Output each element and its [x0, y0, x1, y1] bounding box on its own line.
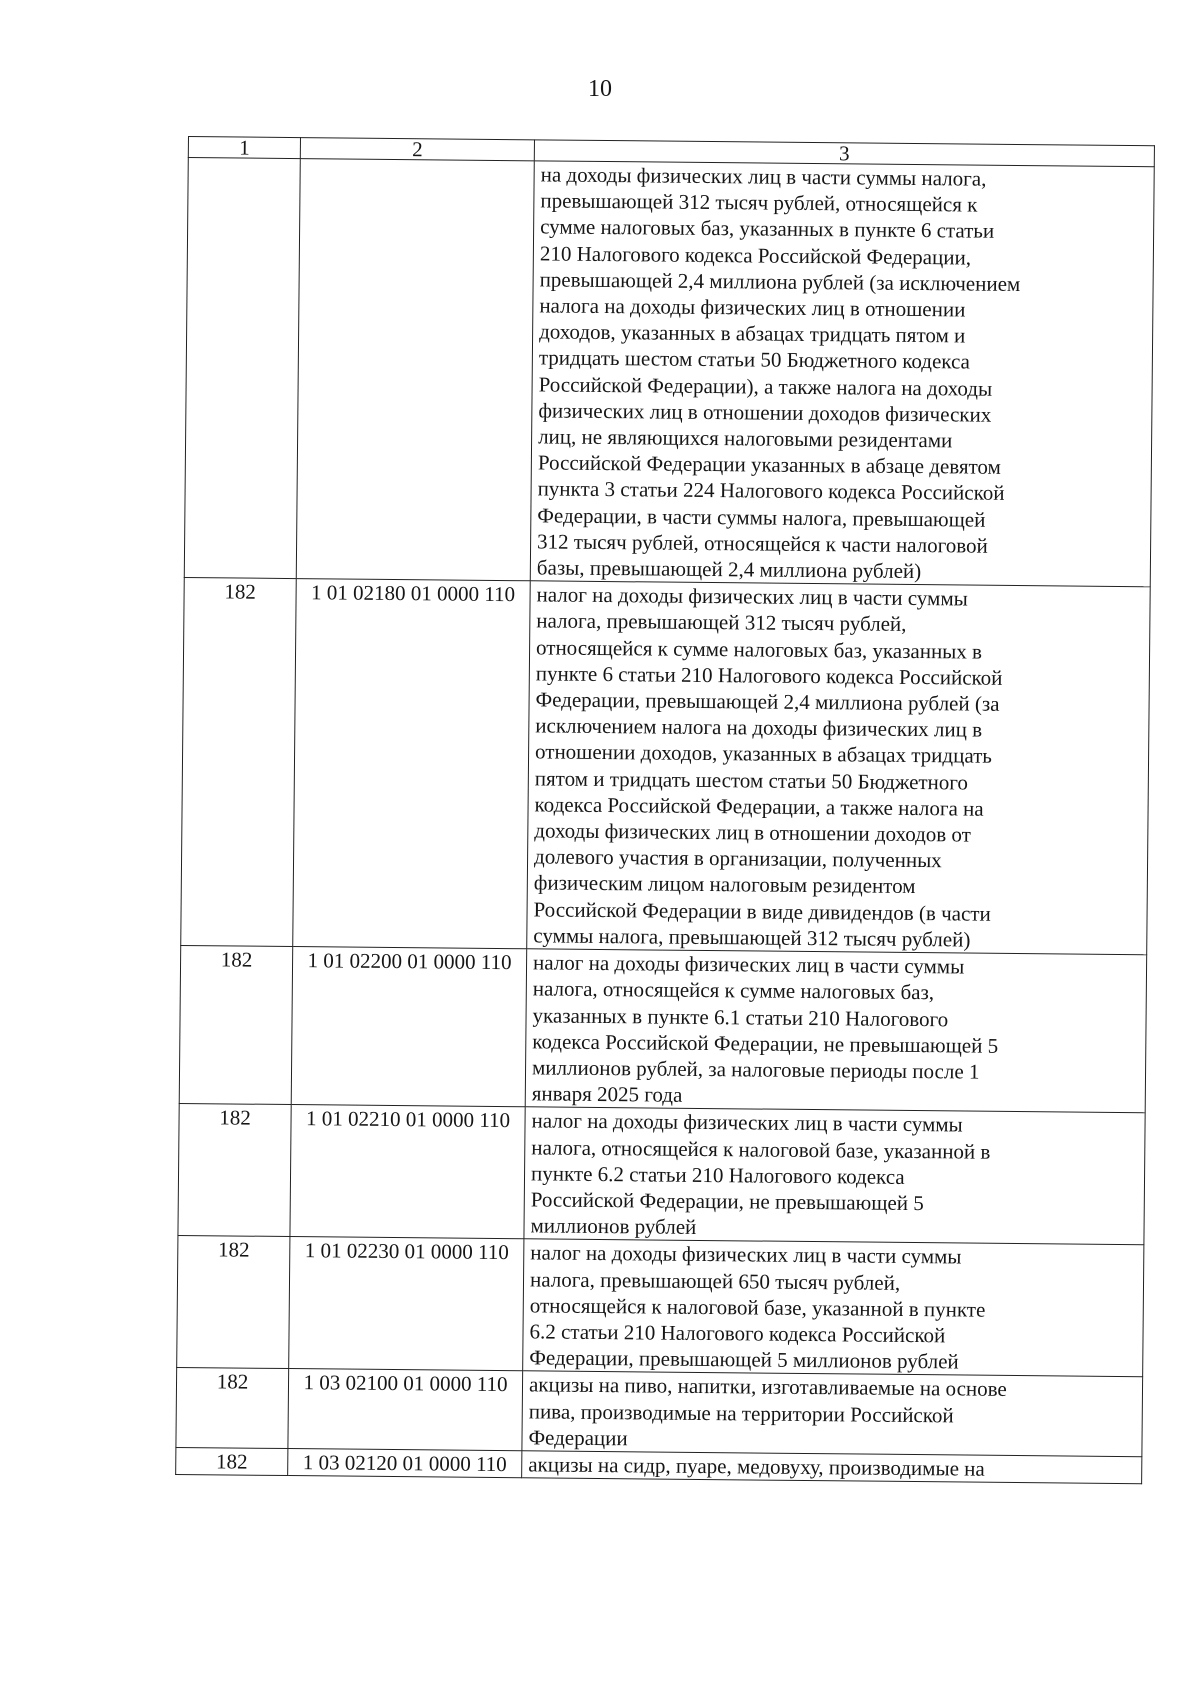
description-line: исключением налога на доходы физических лиц в — [535, 713, 983, 742]
description-line: пятом и тридцать шестом статьи 50 Бюджетного — [534, 766, 969, 795]
description-line: налог на доходы физических лиц в части суммы — [536, 582, 968, 611]
description-cell — [524, 1107, 1145, 1245]
budget-codes-table — [175, 136, 1155, 1484]
description-cell — [525, 949, 1146, 1113]
description-line: пункте 6 статьи 210 Налогового кодекса Российской — [535, 661, 1003, 690]
description-line: кодекса Российской Федерации, а также налога на — [534, 792, 984, 821]
description-line: кодекса Российской Федерации, не превышающей 5 — [532, 1029, 999, 1058]
admin-code-cell: 182 — [178, 1104, 291, 1237]
description-line: лиц, не являющихся налоговыми резидентами — [538, 424, 953, 453]
description-line: пункта 3 статьи 224 Налогового кодекса Российской — [537, 476, 1005, 506]
admin-code-cell: 182 — [179, 946, 293, 1105]
description-line: Российской Федерации в виде дивидендов (в части — [533, 897, 991, 926]
table-row — [179, 946, 1146, 1113]
description-line: пункте 6.2 статьи 210 Налогового кодекса — [530, 1161, 905, 1189]
description-line: долевого участия в организации, полученных — [533, 844, 942, 873]
kbk-code-cell: 1 01 02210 01 0000 110 — [290, 1105, 525, 1239]
description-line: 210 Налогового кодекса Российской Федерации, — [539, 240, 972, 270]
description-line: налог на доходы физических лиц в части суммы — [532, 950, 965, 979]
table-row — [177, 1236, 1144, 1377]
description-line: Федерации — [528, 1425, 628, 1451]
kbk-code-cell: 1 03 02100 01 0000 110 — [288, 1369, 523, 1451]
description-line: превышающей 312 тысяч рублей, относящейся к — [540, 188, 978, 217]
description-line: налога, превышающей 650 тысяч рублей, — [529, 1266, 901, 1295]
description-line: 312 тысяч рублей, относящейся к части налоговой — [537, 529, 988, 558]
description-line: суммы налога, превышающей 312 тысяч рублей) — [533, 923, 971, 952]
description-line: налога, относящейся к сумме налоговых баз, — [532, 976, 935, 1005]
description-line: января 2025 года — [531, 1081, 683, 1107]
header-col-3: 3 — [534, 140, 1154, 167]
description-line: относящейся к налоговой базе, указанной в пункте — [529, 1293, 986, 1322]
description-line: отношении доходов, указанных в абзацах тридцать — [534, 739, 993, 769]
description-line: Федерации, превышающей 5 миллионов рублей — [529, 1345, 959, 1374]
description-line: Федерации, в части суммы налога, превышающей — [537, 503, 986, 532]
admin-code-cell: 182 — [181, 578, 297, 947]
description-line: налога, относящейся к налоговой базе, указанной в — [531, 1134, 991, 1164]
description-line: указанных в пункте 6.1 статьи 210 Налогового — [532, 1002, 949, 1031]
kbk-code-cell: 1 01 02200 01 0000 110 — [291, 947, 527, 1107]
description-line: Российской Федерации), а также налога на доходы — [538, 372, 993, 401]
header-col-1: 1 — [188, 137, 300, 159]
description-line: Российской Федерации, не превышающей 5 — [530, 1187, 924, 1216]
description-line: Российской Федерации указанных в абзаце девятом — [537, 450, 1001, 480]
table-row — [184, 158, 1154, 588]
description-line: Федерации, превышающей 2,4 миллиона рублей (за — [535, 687, 1000, 716]
admin-code-cell — [184, 158, 300, 579]
description-line: базы, превышающей 2,4 миллиона рублей) — [536, 555, 922, 584]
description-line: налог на доходы физических лиц в части суммы — [531, 1108, 963, 1137]
table-row — [178, 1104, 1145, 1245]
description-line: физическим лицом налоговым резидентом — [533, 870, 916, 899]
description-line: превышающей 2,4 миллиона рублей (за исключением — [539, 267, 1021, 296]
description-line: тридцать шестом статьи 50 Бюджетного кодекса — [538, 345, 971, 374]
kbk-code-cell: 1 03 02120 01 0000 110 — [288, 1448, 522, 1477]
table-row — [181, 578, 1150, 955]
description-line: сумме налоговых баз, указанных в пункте 6 статьи — [540, 214, 995, 244]
admin-code-cell: 182 — [177, 1236, 290, 1369]
description-line: пива, производимые на территории Российской — [528, 1398, 954, 1427]
description-cell — [523, 1239, 1144, 1377]
description-line: относящейся к сумме налоговых баз, указанных в — [535, 635, 983, 664]
description-line: налога на доходы физических лиц в отношении — [539, 293, 966, 322]
header-col-2: 2 — [300, 138, 534, 161]
kbk-code-cell: 1 01 02230 01 0000 110 — [289, 1237, 524, 1371]
description-cell — [527, 581, 1151, 955]
description-line: 6.2 статьи 210 Налогового кодекса Российской — [529, 1319, 946, 1348]
description-line: доходы физических лиц в отношении доходов от — [534, 818, 972, 847]
description-line: налог на доходы физических лиц в части суммы — [530, 1240, 962, 1269]
description-line: налога, превышающей 312 тысяч рублей, — [536, 608, 907, 637]
kbk-code-cell — [296, 159, 534, 581]
description-line: миллионов рублей, за налоговые периоды после 1 — [531, 1055, 980, 1084]
description-line: доходов, указанных в абзацах тридцать пятом и — [539, 319, 966, 348]
description-cell — [522, 1451, 1142, 1484]
table-container — [175, 136, 1154, 1484]
description-line: миллионов рублей — [530, 1213, 697, 1240]
description-cell — [530, 161, 1154, 587]
page-number: 10 — [588, 76, 612, 102]
table-body — [176, 158, 1155, 1484]
description-line: акцизы на пиво, напитки, изготавливаемые на основе — [528, 1372, 1007, 1402]
description-line: физических лиц в отношении доходов физических — [538, 398, 992, 427]
table-row — [176, 1368, 1143, 1457]
admin-code-cell: 182 — [176, 1447, 288, 1475]
description-line: на доходы физических лиц в части суммы налога, — [540, 162, 987, 191]
description-line: акцизы на сидр, пуаре, медовуху, производимые на — [528, 1452, 985, 1481]
kbk-code-cell: 1 01 02180 01 0000 110 — [293, 579, 531, 949]
admin-code-cell: 182 — [176, 1368, 289, 1449]
description-cell — [522, 1371, 1143, 1457]
